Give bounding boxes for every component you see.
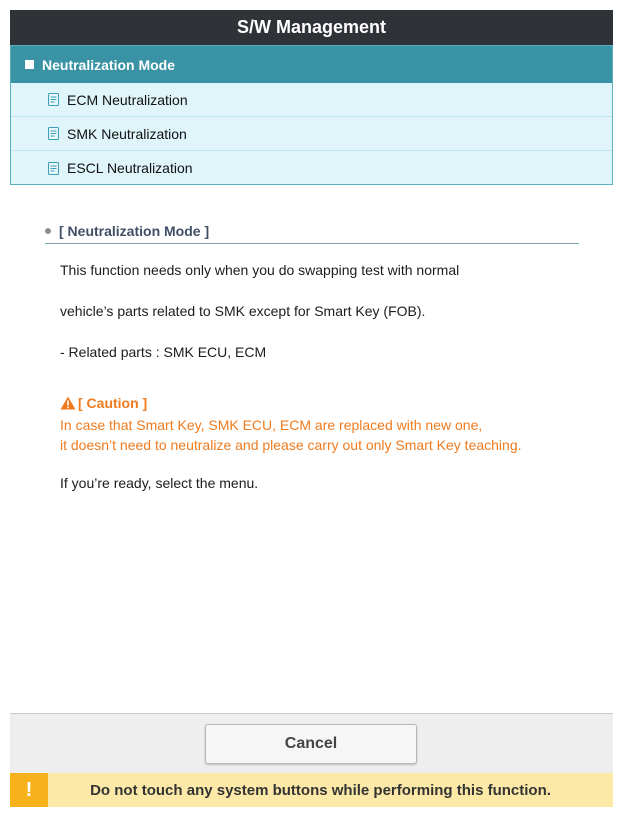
- footer-bar: [10, 713, 613, 773]
- bullet-dot-icon: [45, 228, 51, 234]
- square-bullet-icon: [25, 60, 34, 69]
- warning-bar: [10, 773, 613, 807]
- caution-line-1: In case that Smart Key, SMK ECU, ECM are replaced with new one,: [60, 417, 483, 433]
- caution-title-text: [ Caution ]: [78, 395, 148, 411]
- related-parts: - Related parts : SMK ECU, ECM: [60, 344, 267, 360]
- window-title: S/W Management: [10, 10, 613, 45]
- document-icon: [48, 93, 59, 106]
- menu-item-ecm-neutralization[interactable]: [11, 83, 612, 117]
- menu-item-smk-neutralization[interactable]: [11, 117, 612, 151]
- menu-item-escl-neutralization[interactable]: [11, 151, 612, 185]
- warning-text: Do not touch any system buttons while performing this function.: [90, 781, 551, 799]
- document-icon: [48, 162, 59, 175]
- menu-item-label: SMK Neutralization: [67, 125, 187, 142]
- section-title: [45, 218, 579, 244]
- menu-panel: [10, 45, 613, 185]
- cancel-button[interactable]: Cancel: [205, 724, 417, 764]
- menu-item-label: ESCL Neutralization: [67, 160, 193, 176]
- caution-title: [60, 395, 147, 411]
- menu-header-label: Neutralization Mode: [42, 56, 176, 73]
- app-frame: [10, 10, 613, 807]
- ready-instruction: If you’re ready, select the menu.: [60, 475, 259, 491]
- section-title-text: [ Neutralization Mode ]: [59, 222, 210, 239]
- menu-item-label: ECM Neutralization: [67, 91, 188, 108]
- menu-header: [11, 46, 612, 83]
- caution-line-2: it doesn’t need to neutralize and please carry out only Smart Key teaching.: [60, 437, 522, 453]
- exclamation-icon: !: [10, 773, 48, 807]
- description-line-1: This function needs only when you do swapping test with normal: [60, 262, 460, 278]
- warning-triangle-icon: [60, 396, 76, 410]
- document-icon: [48, 127, 59, 140]
- description-line-2: vehicle’s parts related to SMK except for Smart Key (FOB).: [60, 303, 426, 319]
